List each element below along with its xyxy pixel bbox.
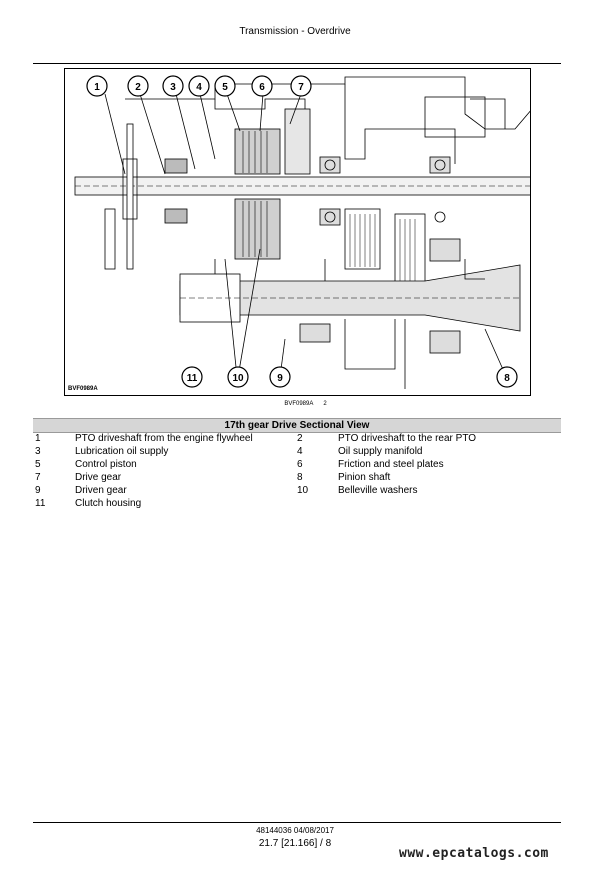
figure-code: BVF0989A: [68, 386, 98, 392]
legend-number: 2: [297, 433, 303, 444]
page-header-title: Transmission - Overdrive: [239, 26, 351, 37]
callout-5: 5: [222, 82, 228, 93]
footer-page-number: 21.7 [21.166] / 8: [258, 838, 332, 849]
callout-4: 4: [196, 82, 202, 93]
footer-rule: [33, 822, 561, 823]
legend-label: Oil supply manifold: [338, 446, 423, 457]
legend-label: Driven gear: [75, 485, 127, 496]
figure-caption-number: 2: [323, 401, 327, 407]
legend-number: 9: [35, 485, 41, 496]
legend-label: Clutch housing: [75, 498, 142, 509]
callout-2: 2: [135, 82, 141, 93]
legend-label: Pinion shaft: [338, 472, 391, 483]
callout-11: 11: [186, 373, 198, 384]
figure-caption: [0, 401, 611, 407]
legend-label: Lubrication oil supply: [75, 446, 169, 457]
legend-number: 4: [297, 446, 303, 457]
callout-10: 10: [232, 373, 244, 384]
legend-label: Drive gear: [75, 472, 122, 483]
legend-table-title: 17th gear Drive Sectional View: [33, 418, 561, 433]
figure-caption-code: BVF0989A: [284, 401, 314, 407]
legend-label: PTO driveshaft from the engine flywheel: [75, 433, 253, 444]
legend-number: 11: [35, 498, 46, 509]
legend-number: 10: [297, 485, 309, 496]
legend-row: [33, 445, 561, 458]
legend-row: [33, 471, 561, 484]
legend-number: 5: [35, 459, 41, 470]
legend-number: 3: [35, 446, 41, 457]
legend-row: [33, 497, 561, 510]
legend-label: Friction and steel plates: [338, 459, 444, 470]
legend-number: 8: [297, 472, 303, 483]
watermark-text: www.epcatalogs.com: [399, 846, 549, 861]
legend-table: [33, 432, 561, 510]
legend-label: PTO driveshaft to the rear PTO: [338, 433, 477, 444]
header-rule: [33, 63, 561, 64]
callout-9: 9: [277, 373, 283, 384]
callout-1: 1: [94, 82, 100, 93]
legend-row: [33, 458, 561, 471]
legend-number: 7: [35, 472, 41, 483]
legend-row: [33, 484, 561, 497]
callout-3: 3: [170, 82, 176, 93]
legend-row: [33, 432, 561, 445]
footer-document-id: 48144036 04/08/2017: [256, 826, 334, 835]
callout-6: 6: [259, 82, 265, 93]
legend-label: Control piston: [75, 459, 137, 470]
callout-7: 7: [298, 82, 304, 93]
transmission-section-drawing: [65, 69, 531, 396]
legend-number: 1: [35, 433, 41, 444]
callout-8: 8: [504, 373, 510, 384]
legend-label: Belleville washers: [338, 485, 418, 496]
sectional-view-figure: [64, 68, 531, 396]
legend-number: 6: [297, 459, 303, 470]
